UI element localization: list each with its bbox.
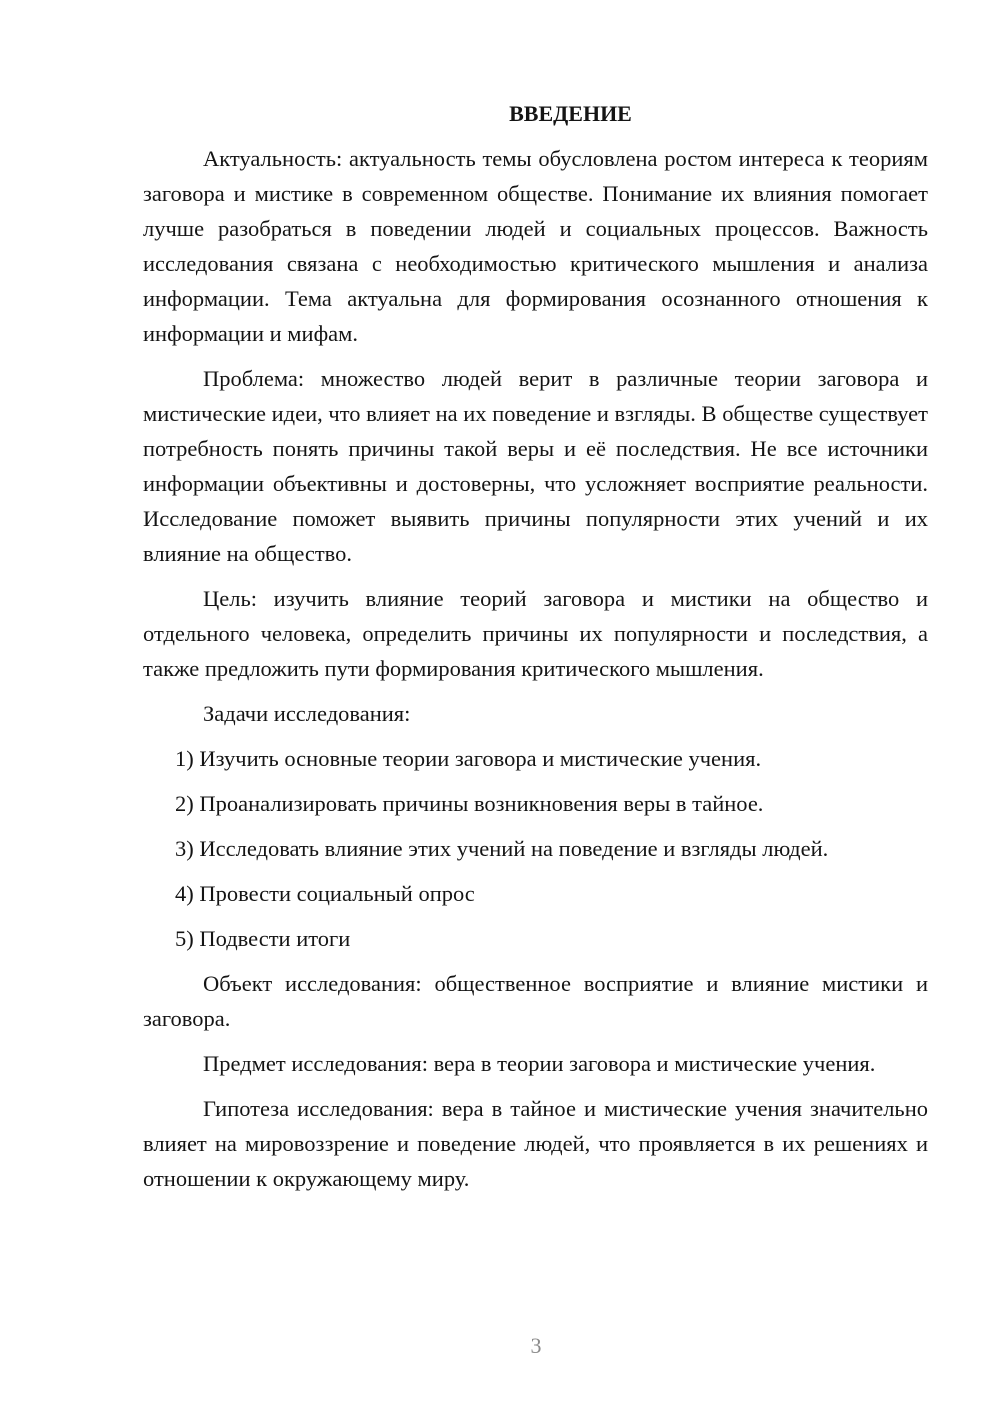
tasks-list (143, 741, 928, 956)
paragraph-hypothesis: Гипотеза исследования: вера в тайное и мистические учения значительно влияет на мировоззрение и поведение людей, что проявляется в их решениях и отношении к окружающему миру. (143, 1096, 928, 1191)
list-item: 4) Провести социальный опрос (175, 881, 475, 906)
list-item: 2) Проанализировать причины возникновения веры в тайное. (175, 791, 764, 816)
document-page (143, 96, 928, 1206)
paragraph-problem: Проблема: множество людей верит в различные теории заговора и мистические идеи, что влияет на их поведение и взгляды. В обществе существует потребность понять причины такой веры и её последствия. Не все источники информации объективны и достоверны, что усложняет восприятие реальности. Исследование поможет выявить причины популярности этих учений и их влияние на общество. (143, 366, 928, 566)
list-item: 1) Изучить основные теории заговора и мистические учения. (175, 746, 762, 771)
paragraph-goal: Цель: изучить влияние теорий заговора и мистики на общество и отдельного человека, определить причины их популярности и последствия, а также предложить пути формирования критического мышления. (143, 586, 928, 681)
paragraph-subject: Предмет исследования: вера в теории заговора и мистические учения. (203, 1051, 876, 1076)
paragraph-object: Объект исследования: общественное восприятие и влияние мистики и заговора. (143, 971, 928, 1031)
page-number: 3 (530, 1333, 542, 1358)
list-item: 5) Подвести итоги (175, 926, 351, 951)
list-item: 3) Исследовать влияние этих учений на поведение и взгляды людей. (175, 836, 829, 861)
paragraph-relevance: Актуальность: актуальность темы обусловлена ростом интереса к теориям заговора и мистике в современном обществе. Понимание их влияния помогает лучше разобраться в поведении людей и социальных процессов. Важность исследования связана с необходимостью критического мышления и анализа информации. Тема актуальна для формирования осознанного отношения к информации и мифам. (143, 146, 928, 346)
section-heading: ВВЕДЕНИЕ (509, 101, 632, 126)
tasks-title: Задачи исследования: (203, 701, 411, 726)
